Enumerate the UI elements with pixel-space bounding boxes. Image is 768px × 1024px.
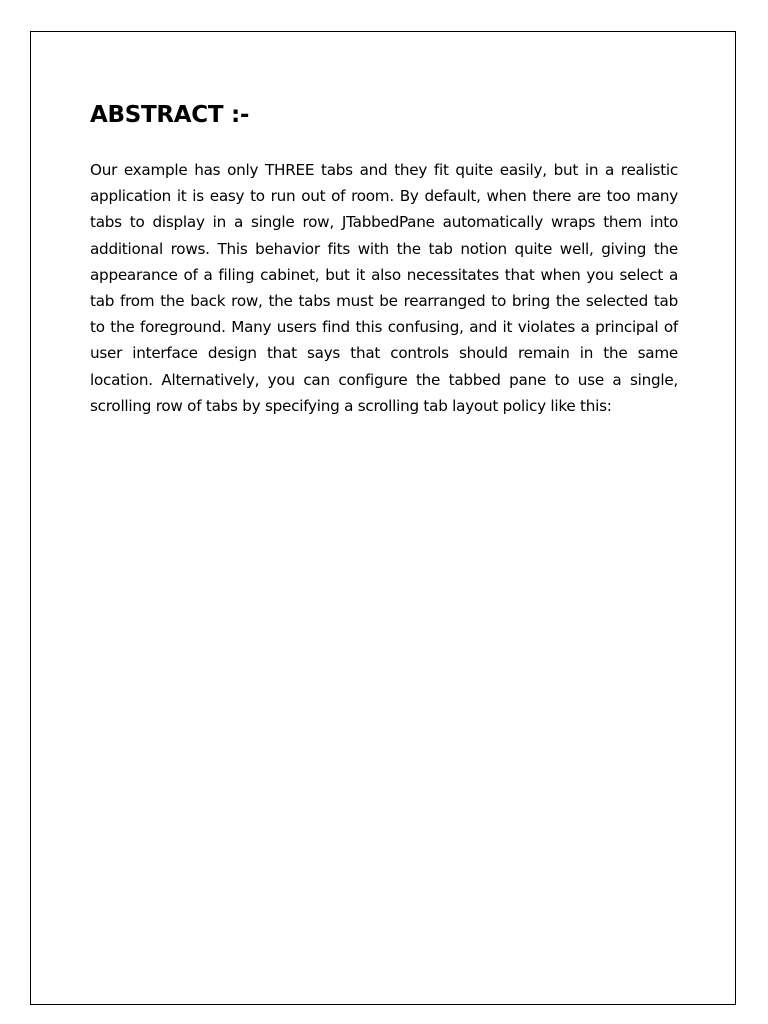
abstract-heading: ABSTRACT :- [90, 102, 250, 128]
abstract-paragraph: Our example has only THREE tabs and they fit quite easily, but in a realistic application it is easy to run out of room. By default, when there are too many tabs to display in a single row, JTabbedPane automatically wraps them into additional rows. This behavior fits with the tab notion quite well, giving the appearance of a filing cabinet, but it also necessitates that when you select a tab from the back row, the tabs must be rearranged to bring the selected tab to the foreground. Many users find this confusing, and it violates a principal of user interface design that says that controls should remain in the same location. Alternatively, you can configure the tabbed pane to use a single, scrolling row of tabs by specifying a scrolling tab layout policy like this: [90, 161, 678, 415]
